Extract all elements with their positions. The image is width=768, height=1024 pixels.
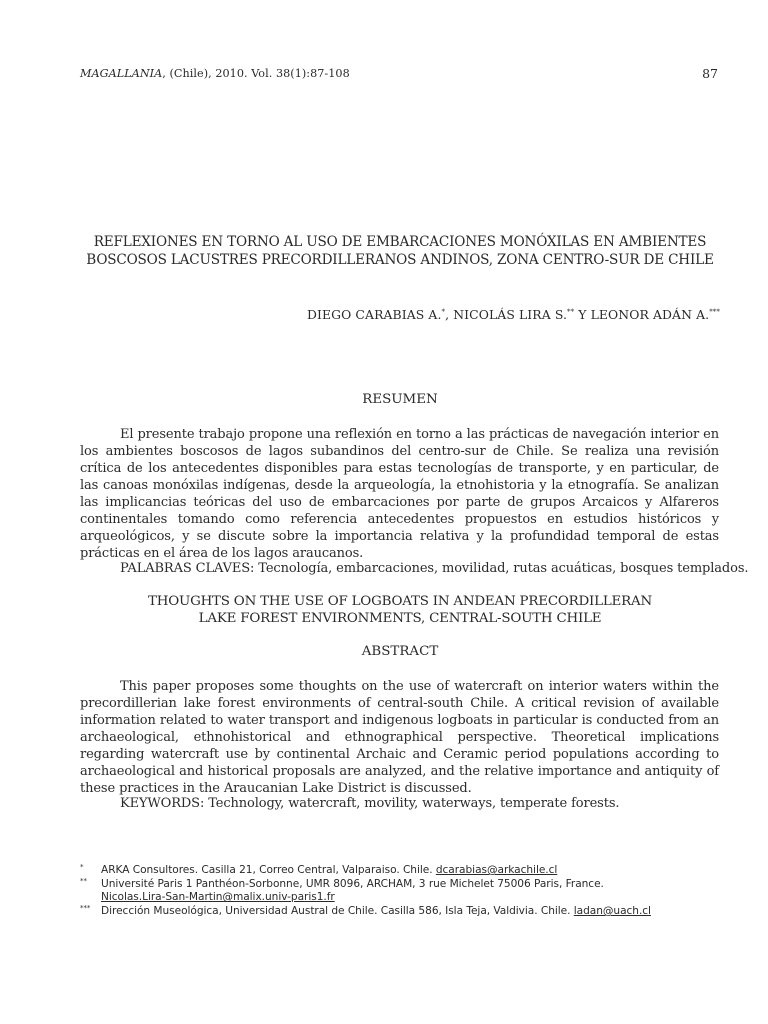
keywords: KEYWORDS: Technology, watercraft, movility, waterways, temperate forests. xyxy=(120,796,620,811)
journal-name: MAGALLANIA xyxy=(80,67,163,80)
english-title xyxy=(60,593,740,627)
footnote-marker: *** xyxy=(80,904,91,913)
footnote-text: ARKA Consultores. Casilla 21, Correo Central, Valparaiso. Chile. xyxy=(101,864,436,876)
email-link[interactable]: dcarabias@arkachile.cl xyxy=(435,864,558,876)
footnote-marker: *** xyxy=(709,308,720,316)
author-name: DIEGO CARABIAS A. xyxy=(306,307,442,322)
resumen-heading: RESUMEN xyxy=(362,392,438,407)
author-separator: Y xyxy=(574,307,591,322)
english-title-line-1: THOUGHTS ON THE USE OF LOGBOATS IN ANDEAN PRECORDILLERAN xyxy=(148,594,652,609)
footnote-marker: ** xyxy=(80,876,87,885)
footnote-marker: * xyxy=(441,308,446,316)
palabras-claves: PALABRAS CLAVES: Tecnología, embarcaciones, movilidad, rutas acuáticas, bosques templados. xyxy=(120,561,749,576)
article-title xyxy=(70,234,730,269)
resumen-paragraph: El presente trabajo propone una reflexión en torno a las prácticas de navegación interior en los ambientes boscosos de lagos subandinos del centro-sur de Chile. Se realiza una revisión crítica de los antecedentes disponibles para estas tecnologías de transporte, y en particular, de las canoas monóxilas indígenas, desde la arqueología, la etnohistoria y la etnografía. Se analizan las implicancias teóricas del uso de embarcaciones por parte de grupos Arcaicos y Alfareros continentales tomando como referencia antecedentes propuestos en estudios históricos y arqueológicos, y se discute sobre la importancia relativa y la profundidad temporal de estas prácticas en el área de los lagos araucanos. xyxy=(80,427,719,561)
author-list xyxy=(307,307,720,322)
footnotes xyxy=(80,864,740,919)
author-name: LEONOR ADÁN A. xyxy=(590,307,710,322)
footnote-text: Dirección Museológica, Universidad Austral de Chile. Casilla 586, Isla Teja, Valdivia. Chile. xyxy=(101,905,574,918)
article-title-line-1: REFLEXIONES EN TORNO AL USO DE EMBARCACIONES MONÓXILAS EN AMBIENTES xyxy=(93,234,707,250)
abstract-heading: ABSTRACT xyxy=(361,644,439,659)
footnote xyxy=(80,878,740,892)
footnote-text: Université Paris 1 Panthéon-Sorbonne, UMR 8096, ARCHAM, 3 rue Michelet 75006 Paris, France. xyxy=(101,877,604,890)
email-link[interactable]: ladan@uach.cl xyxy=(573,905,651,918)
email-link[interactable]: Nicolas.Lira-San-Martin@malix.univ-paris1.fr xyxy=(101,891,335,904)
citation-details: , (Chile), 2010. Vol. 38(1):87-108 xyxy=(162,67,350,80)
author-separator: , xyxy=(445,307,454,322)
footnote-marker: ** xyxy=(567,308,575,316)
author-name: NICOLÁS LIRA S. xyxy=(453,307,568,322)
abstract-paragraph: This paper proposes some thoughts on the use of watercraft on interior waters within the precordillerian lake forest environments of central-south Chile. A critical revision of available information related to water transport and indigenous logboats in particular is conducted from an archaeological, ethnohistorical and ethnographical perspective. Theoretical implications regarding watercraft use by continental Archaic and Ceramic period populations according to archaeological and historical proposals are analyzed, and the relative importance and antiquity of these practices in the Araucanian Lake District is discussed. xyxy=(80,679,719,796)
english-title-line-2: LAKE FOREST ENVIRONMENTS, CENTRAL-SOUTH CHILE xyxy=(198,611,602,626)
running-header-citation xyxy=(80,67,350,80)
footnote-continuation xyxy=(80,891,740,905)
article-title-line-2: BOSCOSOS LACUSTRES PRECORDILLERANOS ANDINOS, ZONA CENTRO-SUR DE CHILE xyxy=(86,251,714,268)
footnote xyxy=(80,905,740,919)
footnote xyxy=(80,864,740,878)
page-number: 87 xyxy=(702,66,718,81)
footnote-marker: * xyxy=(80,863,84,871)
